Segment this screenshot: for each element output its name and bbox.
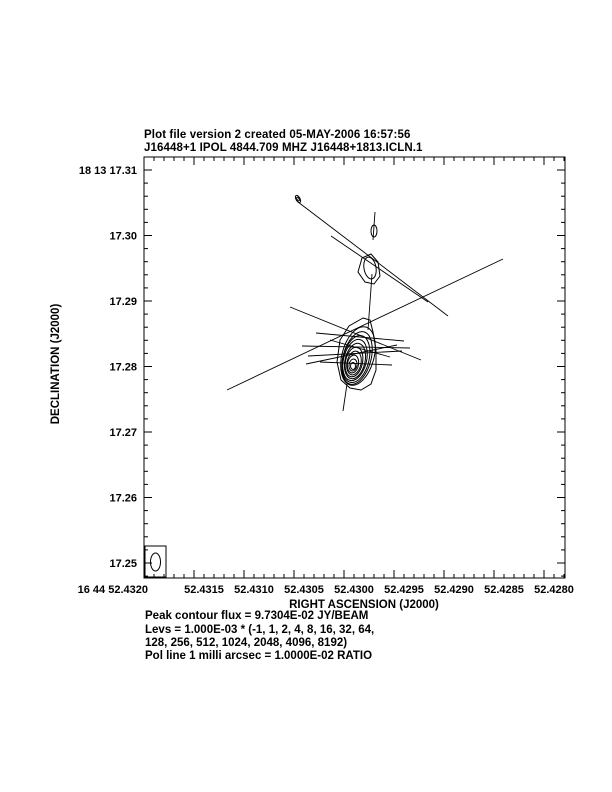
x-tick-label: 52.4300 <box>334 584 374 596</box>
x-ticks <box>154 157 564 578</box>
plot-header-line-2: J16448+1 IPOL 4844.709 MHZ J16448+1813.ICLN.1 <box>144 142 423 154</box>
x-axis-label: RIGHT ASCENSION (J2000) <box>289 599 439 611</box>
clean-beam <box>145 546 166 577</box>
x-tick-label: 52.4285 <box>484 584 524 596</box>
x-tick-label: 52.4305 <box>284 584 324 596</box>
x-tick-label: 16 44 52.4320 <box>77 584 148 596</box>
x-tick-label: 52.4295 <box>384 584 424 596</box>
x-tick-label: 52.4290 <box>434 584 474 596</box>
contour-levels-text: Levs = 1.000E-03 * (-1, 1, 2, 4, 8, 16, 32, 64, <box>145 624 375 636</box>
x-tick-label: 52.4315 <box>184 584 224 596</box>
y-tick-label: 17.30 <box>109 230 137 243</box>
y-tick-label: 17.26 <box>109 492 137 505</box>
plot-header-line-1: Plot file version 2 created 05-MAY-2006 16:57:56 <box>144 129 411 141</box>
contour-levels-text-continued: 128, 256, 512, 1024, 2048, 4096, 8192) <box>145 637 348 649</box>
x-tick-label: 52.4280 <box>534 584 574 596</box>
y-tick-label: 17.25 <box>109 558 137 570</box>
y-axis-label: DECLINATION (J2000) <box>50 303 62 425</box>
polarization-vectors <box>227 202 503 411</box>
peak-flux-text: Peak contour flux = 9.7304E-02 JY/BEAM <box>145 610 369 622</box>
plot-frame <box>144 157 565 578</box>
x-tick-label: 52.4310 <box>234 584 274 596</box>
y-tick-label: 17.27 <box>109 427 137 439</box>
pol-line-scale-text: Pol line 1 milli arcsec = 1.0000E-02 RATIO <box>145 650 373 662</box>
y-tick-label: 18 13 17.31 <box>78 165 137 177</box>
x-tick-labels <box>78 584 574 596</box>
jet-component-contours <box>294 195 380 284</box>
y-tick-label: 17.28 <box>109 361 137 374</box>
y-tick-labels <box>79 165 137 570</box>
y-ticks <box>144 170 565 576</box>
y-tick-label: 17.29 <box>109 296 137 308</box>
